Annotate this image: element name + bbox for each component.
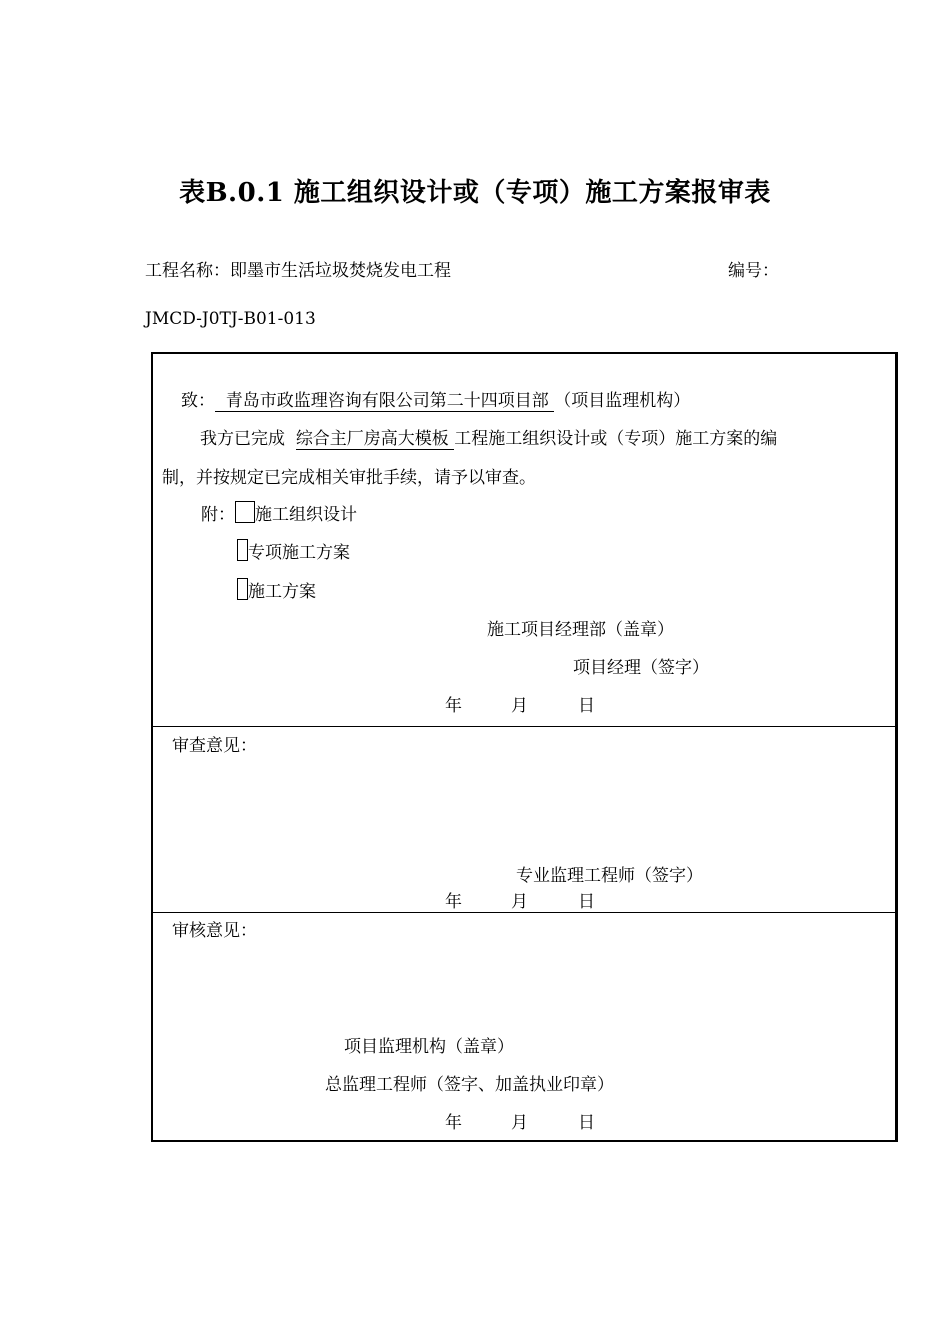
date-month: 月 [511,1113,528,1133]
date-year: 年 [445,1113,462,1133]
date-month: 月 [511,696,528,716]
audit-opinion-label: 审核意见： [172,921,257,941]
date-day: 日 [578,892,595,912]
attachment-option-1[interactable] [201,500,357,525]
attach-option-label: 施工组织设计 [255,505,357,525]
supervision-org-sign: 项目监理机构（盖章） [344,1037,514,1057]
to-suffix: （项目监理机构） [554,391,691,411]
divider-audit [153,912,895,913]
addressee-line [181,386,690,411]
number-label: 编号： [728,261,779,281]
line1-prefix: 我方已完成 [200,429,296,449]
date-year: 年 [445,696,462,716]
attachment-option-2[interactable] [237,538,350,563]
number-value: JMCD-J0TJ-B01-013 [145,309,316,329]
project-name: 即墨市生活垃圾焚烧发电工程 [230,261,451,281]
attach-label: 附： [201,505,235,525]
completion-statement-line2: 制，并按规定已完成相关审批手续，请予以审查。 [162,468,536,488]
date-day: 日 [578,696,595,716]
supervision-org-name: 青岛市政监理咨询有限公司第二十四项目部 [215,391,555,411]
project-name-line [145,256,451,281]
completion-statement-line1 [200,424,777,449]
to-label: 致： [181,391,215,411]
checkbox-icon[interactable] [235,501,255,523]
date-month: 月 [511,892,528,912]
page-title: 表B.0.1 施工组织设计或（专项）施工方案报审表 [179,178,771,208]
attach-option-label: 施工方案 [248,582,316,602]
checkbox-icon[interactable] [237,578,248,600]
date-day: 日 [578,1113,595,1133]
supervision-engineer-sign: 专业监理工程师（签字） [516,866,703,886]
project-label: 工程名称： [145,261,230,281]
review-opinion-label: 审查意见： [172,736,257,756]
attachment-option-3[interactable] [237,577,316,602]
date-year: 年 [445,892,462,912]
checkbox-icon[interactable] [237,539,248,561]
contractor-dept-sign: 施工项目经理部（盖章） [487,620,674,640]
chief-engineer-sign: 总监理工程师（签字、加盖执业印章） [325,1075,614,1095]
project-manager-sign: 项目经理（签字） [573,658,709,678]
divider-review [153,726,895,727]
project-item-name: 综合主厂房高大模板 [295,429,455,449]
line1-suffix: 工程施工组织设计或（专项）施工方案的编 [454,429,778,449]
attach-option-label: 专项施工方案 [248,543,350,563]
